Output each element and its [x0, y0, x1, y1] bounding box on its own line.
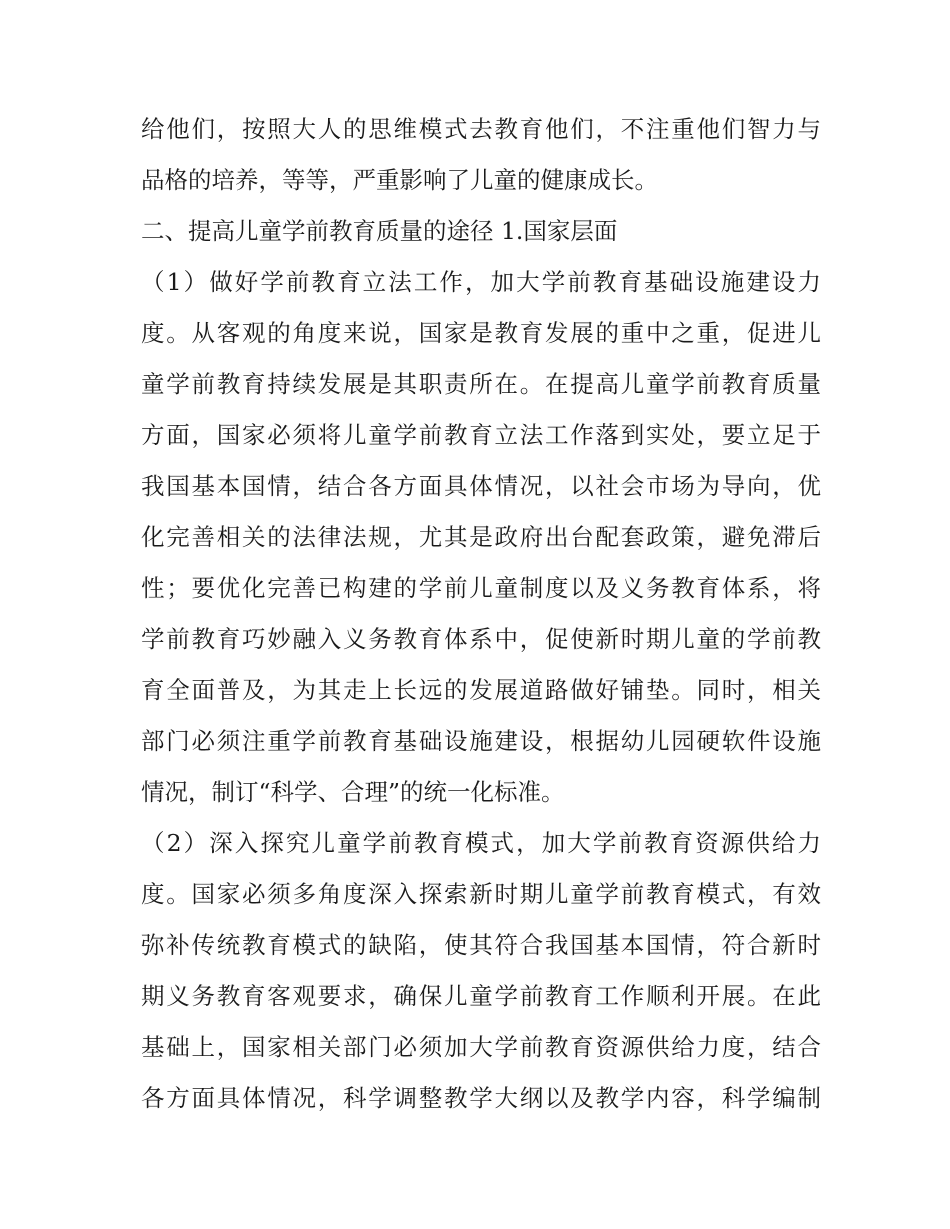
text-line: 度。从客观的角度来说，国家是教育发展的重中之重，促进儿	[141, 319, 821, 347]
text-line: 情况，制订“科学、合理”的统一化标准。	[141, 778, 565, 806]
text-line: （1）做好学前教育立法工作，加大学前教育基础设施建设力	[141, 268, 821, 296]
text-line: 学前教育巧妙融入义务教育体系中，促使新时期儿童的学前教	[141, 625, 821, 653]
section-heading: 二、提高儿童学前教育质量的途径 1.国家层面	[141, 217, 618, 245]
text-line: 性；要优化完善已构建的学前儿童制度以及义务教育体系，将	[141, 574, 821, 602]
text-line: 品格的培养，等等，严重影响了儿童的健康成长。	[141, 166, 658, 194]
text-line: 方面，国家必须将儿童学前教育立法工作落到实处，要立足于	[141, 421, 821, 449]
text-line: 部门必须注重学前教育基础设施建设，根据幼儿园硬软件设施	[141, 727, 821, 755]
document-body	[141, 104, 821, 1124]
text-line: 化完善相关的法律法规，尤其是政府出台配套政策，避免滞后	[141, 523, 821, 551]
text-line: 基础上，国家相关部门必须加大学前教育资源供给力度，结合	[141, 1033, 821, 1061]
text-line: 给他们，按照大人的思维模式去教育他们，不注重他们智力与	[141, 115, 821, 143]
text-line: 我国基本国情，结合各方面具体情况，以社会市场为导向，优	[141, 472, 821, 500]
text-line: 期义务教育客观要求，确保儿童学前教育工作顺利开展。在此	[141, 982, 821, 1010]
text-line: 弥补传统教育模式的缺陷，使其符合我国基本国情，符合新时	[141, 931, 821, 959]
text-line: 各方面具体情况，科学调整教学大纲以及教学内容，科学编制	[141, 1084, 821, 1112]
text-line: （2）深入探究儿童学前教育模式，加大学前教育资源供给力	[141, 829, 821, 857]
text-line: 度。国家必须多角度深入探索新时期儿童学前教育模式，有效	[141, 880, 821, 908]
text-line: 童学前教育持续发展是其职责所在。在提高儿童学前教育质量	[141, 370, 821, 398]
text-line: 育全面普及，为其走上长远的发展道路做好铺垫。同时，相关	[141, 676, 821, 704]
